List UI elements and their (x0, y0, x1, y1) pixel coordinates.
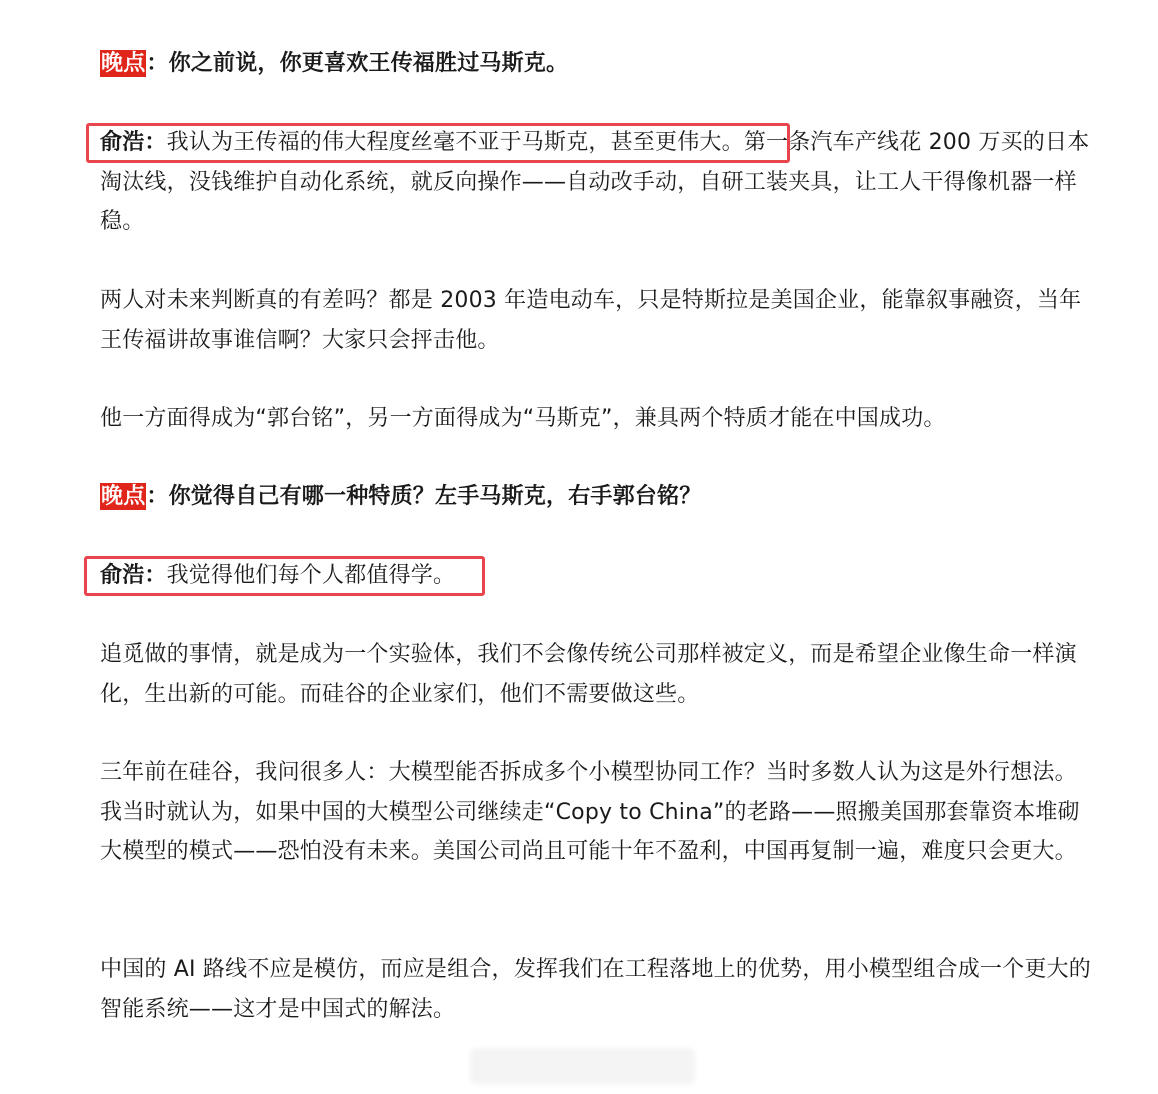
speaker-label: 俞浩 (100, 563, 145, 588)
interviewer-tag: 晚点 (101, 51, 146, 76)
paragraph-2: 两人对未来判断真的有差吗？都是 2003 年造电动车，只是特斯拉是美国企业，能靠叙事融资，当年王传福讲故事谁信啊？大家只会抨击他。 (100, 288, 1082, 353)
colon: ： (144, 130, 167, 155)
question-1 (100, 44, 1095, 84)
paragraph-3: 他一方面得成为“郭台铭”，另一方面得成为“马斯克”，兼具两个特质才能在中国成功。 (100, 406, 946, 431)
paragraph-4: 追觅做的事情，就是成为一个实验体，我们不会像传统公司那样被定义，而是希望企业像生命一样演化，生出新的可能。而硅谷的企业家们，他们不需要做这些。 (100, 642, 1077, 707)
interviewer-tag: 晚点 (101, 484, 146, 509)
highlight-box-answer-2 (84, 556, 485, 596)
answer-1-rest: 第一条汽车产线花 200 万买的日本淘汰线，没钱维护自动化系统，就反向操作——自动改手动，自研工装夹具，让工人干得像机器一样稳。 (100, 130, 1090, 234)
question-2 (100, 477, 1095, 517)
colon: ： (146, 51, 169, 76)
question-2-text: 你觉得自己有哪一种特质？左手马斯克，右手郭台铭？ (168, 484, 702, 509)
question-1-text: 你之前说，你更喜欢王传福胜过马斯克。 (168, 51, 569, 76)
paragraph-6: 中国的 AI 路线不应是模仿，而应是组合，发挥我们在工程落地上的优势，用小模型组合成一个更大的智能系统——这才是中国式的解法。 (100, 957, 1091, 1022)
speaker-label: 俞浩 (100, 130, 145, 155)
highlight-box-answer-1 (86, 123, 790, 163)
answer-2-highlight: 我觉得他们每个人都值得学。 (166, 563, 456, 588)
colon: ： (144, 563, 167, 588)
colon: ： (146, 484, 169, 509)
answer-1-highlight: 我认为王传福的伟大程度丝毫不亚于马斯克，甚至更伟大。 (166, 130, 744, 155)
paragraph-5: 三年前在硅谷，我问很多人：大模型能否拆成多个小模型协同工作？当时多数人认为这是外行想法。我当时就认为，如果中国的大模型公司继续走“Copy to China”的老路——照搬美国那套靠资本堆砌大模型的模式——恐怕没有未来。美国公司尚且可能十年不盈利，中国再复制一遍，难度只会更大。 (100, 760, 1080, 864)
watermark (470, 1048, 695, 1084)
